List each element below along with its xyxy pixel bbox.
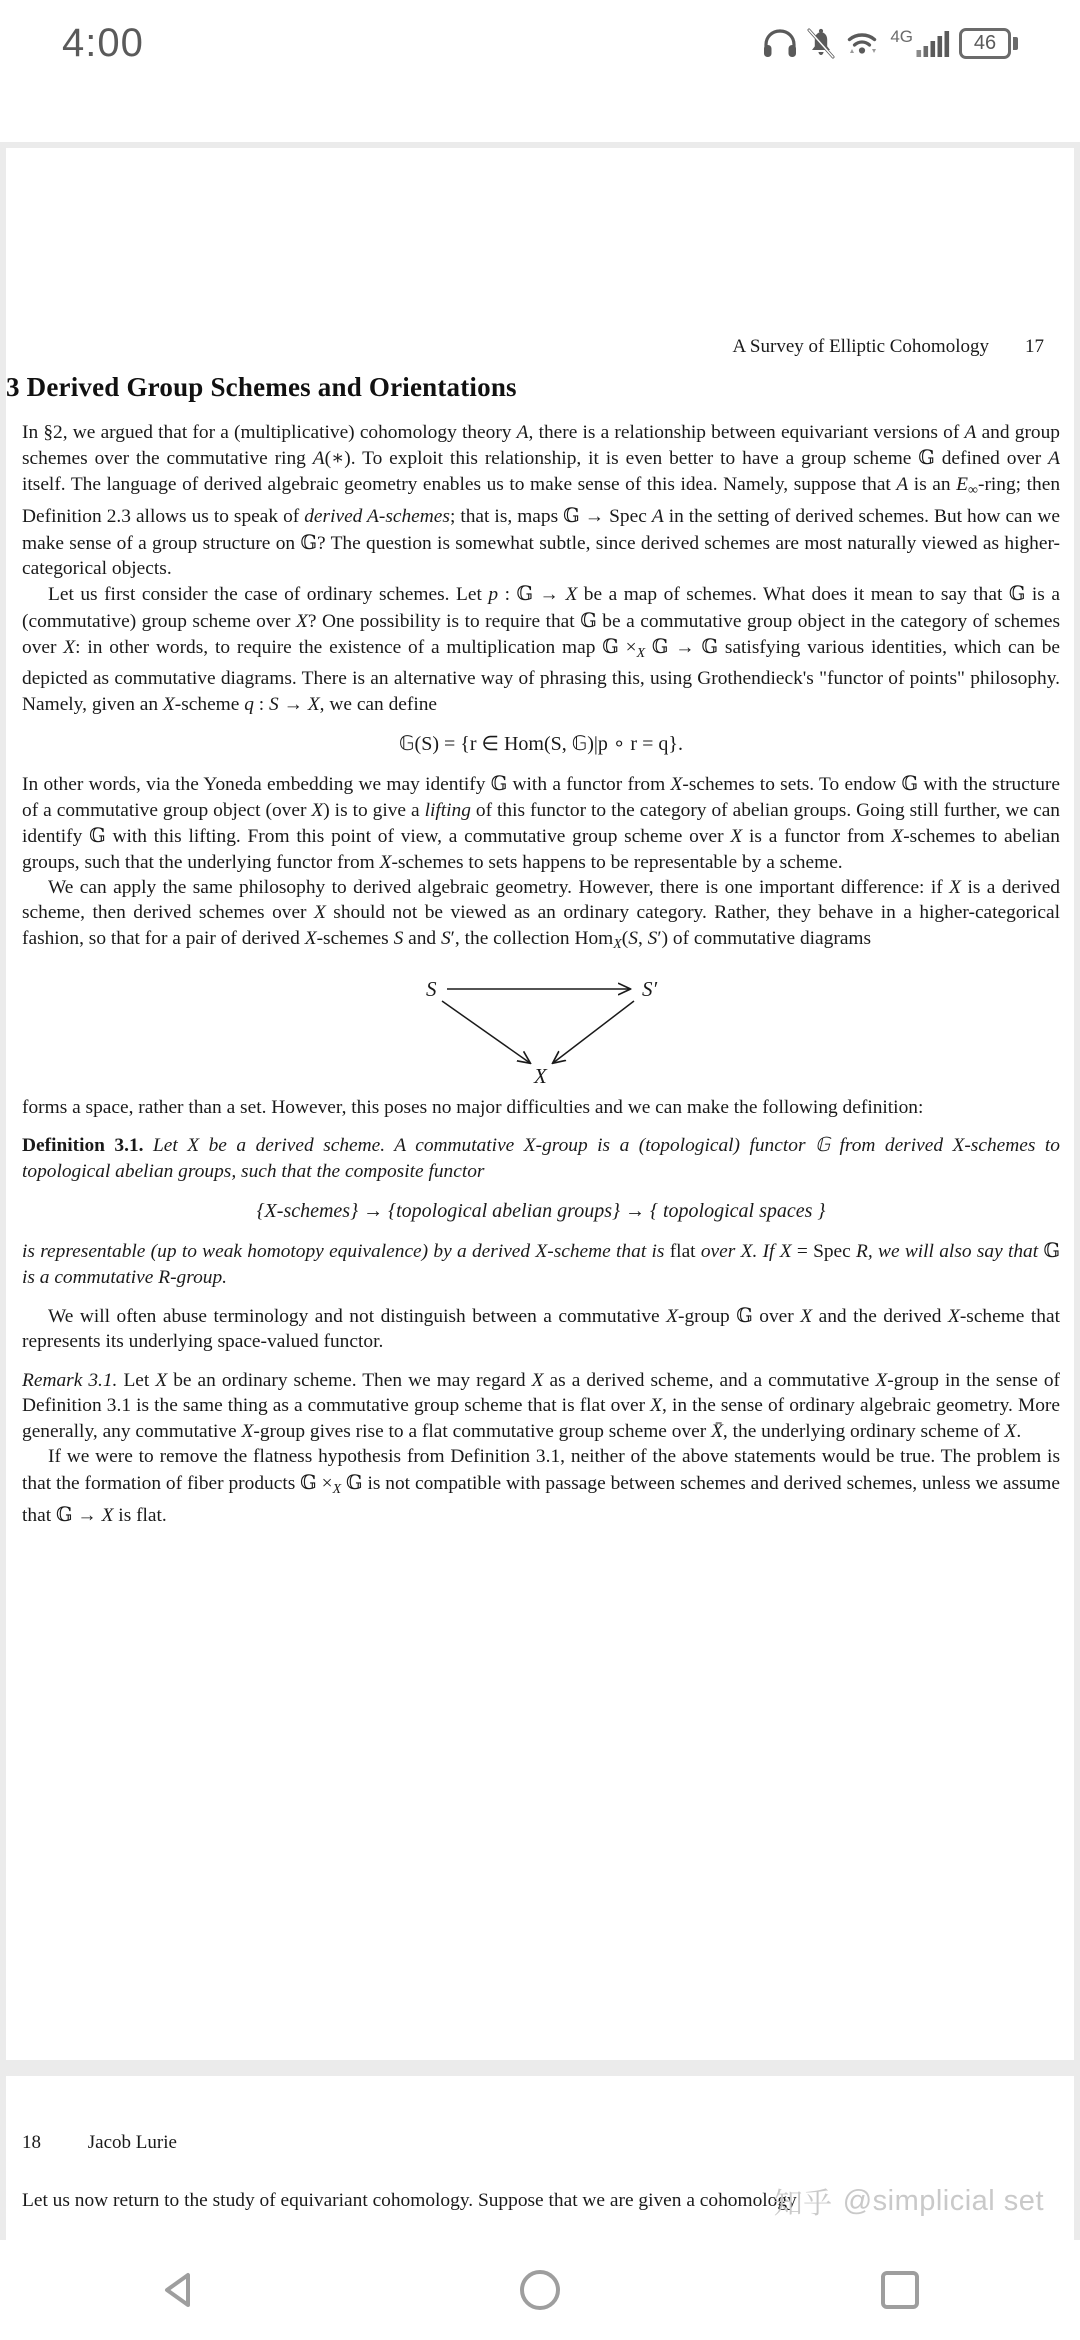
pdf-reader-scroll-area[interactable] (0, 86, 1080, 2240)
battery-icon (959, 28, 1018, 59)
back-button[interactable] (120, 2240, 240, 2340)
status-time: 4:00 (62, 20, 144, 65)
definition-continuation: is representable (up to weak homotopy equivalence) by a derived X-scheme that is flat over X. If X = Spec R, we will also say that 𝔾 is a commutative R-group. (22, 1239, 1060, 1288)
definition-text: Let X be a derived scheme. A commutative X-group is a (topological) functor 𝔾 from derived X-schemes to topological abelian groups, such that the composite functor (22, 1135, 1060, 1182)
home-circle-icon (512, 2262, 568, 2318)
page-title: 3 Derived Group Schemes and Orientations (6, 372, 517, 402)
reader-top-gap (0, 86, 1080, 142)
definition-block (22, 1133, 1060, 1184)
display-equation-1: 𝔾(S) = {r ∈ Hom(S, 𝔾)|p ∘ r = q}. (399, 733, 683, 756)
display-equation-2: {X-schemes} → {topological abelian groups} → { topological spaces } (256, 1200, 826, 1223)
recents-square-icon (872, 2262, 928, 2318)
status-icon-group (763, 27, 1018, 59)
diagram-node-S: S (426, 977, 437, 1002)
paragraph-7: If we were to remove the flatness hypothesis from Definition 3.1, neither of the above statements would be true. The problem is that the formation of fiber products 𝔾 $\times_X$ 𝔾 is not compatible with passage between schemes and derived schemes, unless we assume that 𝔾 → X is flat. (22, 1446, 1060, 1526)
battery-percent-label: 46 (973, 32, 997, 54)
android-navigation-bar (0, 2240, 1080, 2340)
network-type-label: 4G (890, 27, 913, 46)
running-head-page-number: 17 (1025, 336, 1044, 357)
recents-button[interactable] (840, 2240, 960, 2340)
page-content (22, 420, 1060, 1528)
diagram-node-X: X (534, 1064, 547, 1089)
paragraph-6: We will often abuse terminology and not distinguish between a commutative X-group 𝔾 over X and the derived X-scheme that represents its underlying space-valued functor. (22, 1304, 1060, 1353)
battery-cap (1013, 37, 1018, 50)
commutative-diagram (22, 967, 1060, 1087)
signal-bars-icon (890, 28, 950, 58)
running-head-title: A Survey of Elliptic Cohomology (732, 336, 989, 357)
pdf-page-17 (6, 148, 1074, 2060)
pdf-page-18 (6, 2076, 1074, 2240)
remark-block: Remark 3.1. Let X be an ordinary scheme. Then we may regard X as a derived scheme, and a commutative X-group in the sense of Definition 3.1 is the same thing as a commutative group scheme that is flat over X, in the sense of ordinary algebraic geometry. More generally, any commutative X-group gives rise to a flat commutative group scheme over X̄, the underlying ordinary scheme of X. (22, 1369, 1060, 1442)
definition-label: Definition 3.1. (22, 1135, 144, 1157)
diagram-node-S-prime: S′ (642, 977, 658, 1002)
paragraph-2: Let us first consider the case of ordinary schemes. Let p : 𝔾 → X be a map of schemes. What does it mean to say that 𝔾 is a (commutative) group scheme over X? One possibility is to require that 𝔾 be a commutative group object in the category of schemes over X: in other words, to require the existence of a multiplication map 𝔾 $\times_X$ 𝔾 → 𝔾 satisfying various identities, which can be depicted as commutative diagrams. There is an alternative way of phrasing this, using Grothendieck's "functor of points" philosophy. Namely, given an X-scheme q : S → X, we can define (22, 582, 1061, 715)
paragraph-1: In §2, we argued that for a (multiplicative) cohomology theory A, there is a relationship between equivariant versions of A and group schemes over the commutative ring A(∗). To exploit this relationship, it is even better to have a group scheme 𝔾 defined over A itself. The language of derived algebraic geometry enables us to make sense of this idea. Namely, suppose that A is an $E_\infty$-ring; then Definition 2.3 allows us to speak of derived A-schemes; that is, maps 𝔾 → Spec A in the setting of derived schemes. But how can we make sense of a group structure on 𝔾? The question is somewhat subtle, since derived schemes are most naturally viewed as higher-categorical objects. (22, 422, 1061, 579)
paragraph-4: We can apply the same philosophy to derived algebraic geometry. However, there is one important difference: if X is a derived scheme, then derived schemes over X should not be viewed as an ordinary category. Rather, they behave in a higher-categorical fashion, so that for a pair of derived X-schemes S and S′, the collection Hom$_X$(S, S′) of commutative diagrams (22, 876, 1060, 952)
paragraph-3: In other words, via the Yoneda embedding we may identify 𝔾 with a functor from X-schemes to sets. To endow 𝔾 with the structure of a commutative group object (over X) is to give a lifting of this functor to the category of abelian groups. Going still further, we can identify 𝔾 with this lifting. From this point of view, a commutative group scheme over X is a functor from X-schemes to abelian groups, such that the underlying functor from X-schemes to sets happens to be representable by a scheme. (22, 772, 1060, 873)
bell-muted-icon (806, 27, 836, 59)
wifi-icon (845, 28, 881, 58)
paragraph-5: forms a space, rather than a set. However, this poses no major difficulties and we can make the following definition: (22, 1097, 924, 1119)
page-18-number: 18 (22, 2132, 41, 2153)
page-18-author: Jacob Lurie (87, 2132, 177, 2153)
running-head (6, 336, 1044, 358)
page-18-first-line: Let us now return to the study of equivariant cohomology. Suppose that we are given a cohomology (22, 2190, 797, 2211)
zhihu-logo: 知乎 (773, 2186, 833, 2220)
watermark-handle: @simplicial set (842, 2185, 1044, 2217)
back-triangle-icon (152, 2262, 208, 2318)
headphones-icon (763, 28, 797, 58)
home-button[interactable] (480, 2240, 600, 2340)
page-18-running-head (22, 2132, 177, 2154)
remark-label: Remark 3.1. (22, 1369, 118, 1391)
status-bar (0, 0, 1080, 86)
